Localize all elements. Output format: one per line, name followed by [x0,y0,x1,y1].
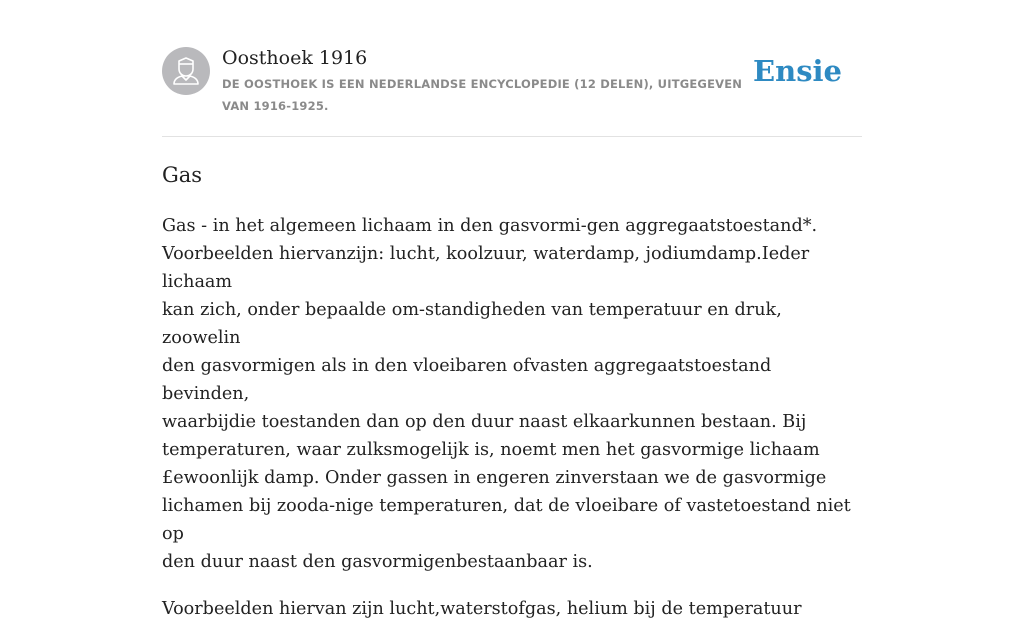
user-icon[interactable] [162,47,210,95]
source-header [162,46,862,137]
article-title: Gas [162,163,203,187]
ensie-logo[interactable]: Ensie [753,54,842,88]
source-title[interactable]: Oosthoek 1916 [222,47,368,69]
article-body [162,212,862,642]
article-paragraph: Voorbeelden hiervan zijn lucht,waterstofgas, helium bij de temperatuur [162,599,802,619]
article-paragraph: Gas - in het algemeen lichaam in den gasvormi-gen aggregaatstoestand*. Voorbeelden hiervanzijn: lucht, koolzuur, waterdamp, jodiumdamp.Ieder lichaam kan zich, onder bepaalde om-standigheden van temperatuur en druk, zoowelin den gasvormigen als in den vloeibaren ofvasten aggregaatstoestand bevinden, waarbijdie toestanden dan op den duur naast elkaarkunnen bestaan. Bij temperaturen, waar zulksmogelijk is, noemt men het gasvormige lichaam £ewoonlijk damp. Onder gassen in engeren zinverstaan we de gasvormige lichamen bij zooda-nige temperaturen, dat de vloeibare of vastetoestand niet op den duur naast den gasvormigenbestaanbaar is. [162,216,851,572]
source-description: DE OOSTHOEK IS EEN NEDERLANDSE ENCYCLOPEDIE (12 DELEN), UITGEGEVEN VAN 1916-1925. [222,77,743,113]
